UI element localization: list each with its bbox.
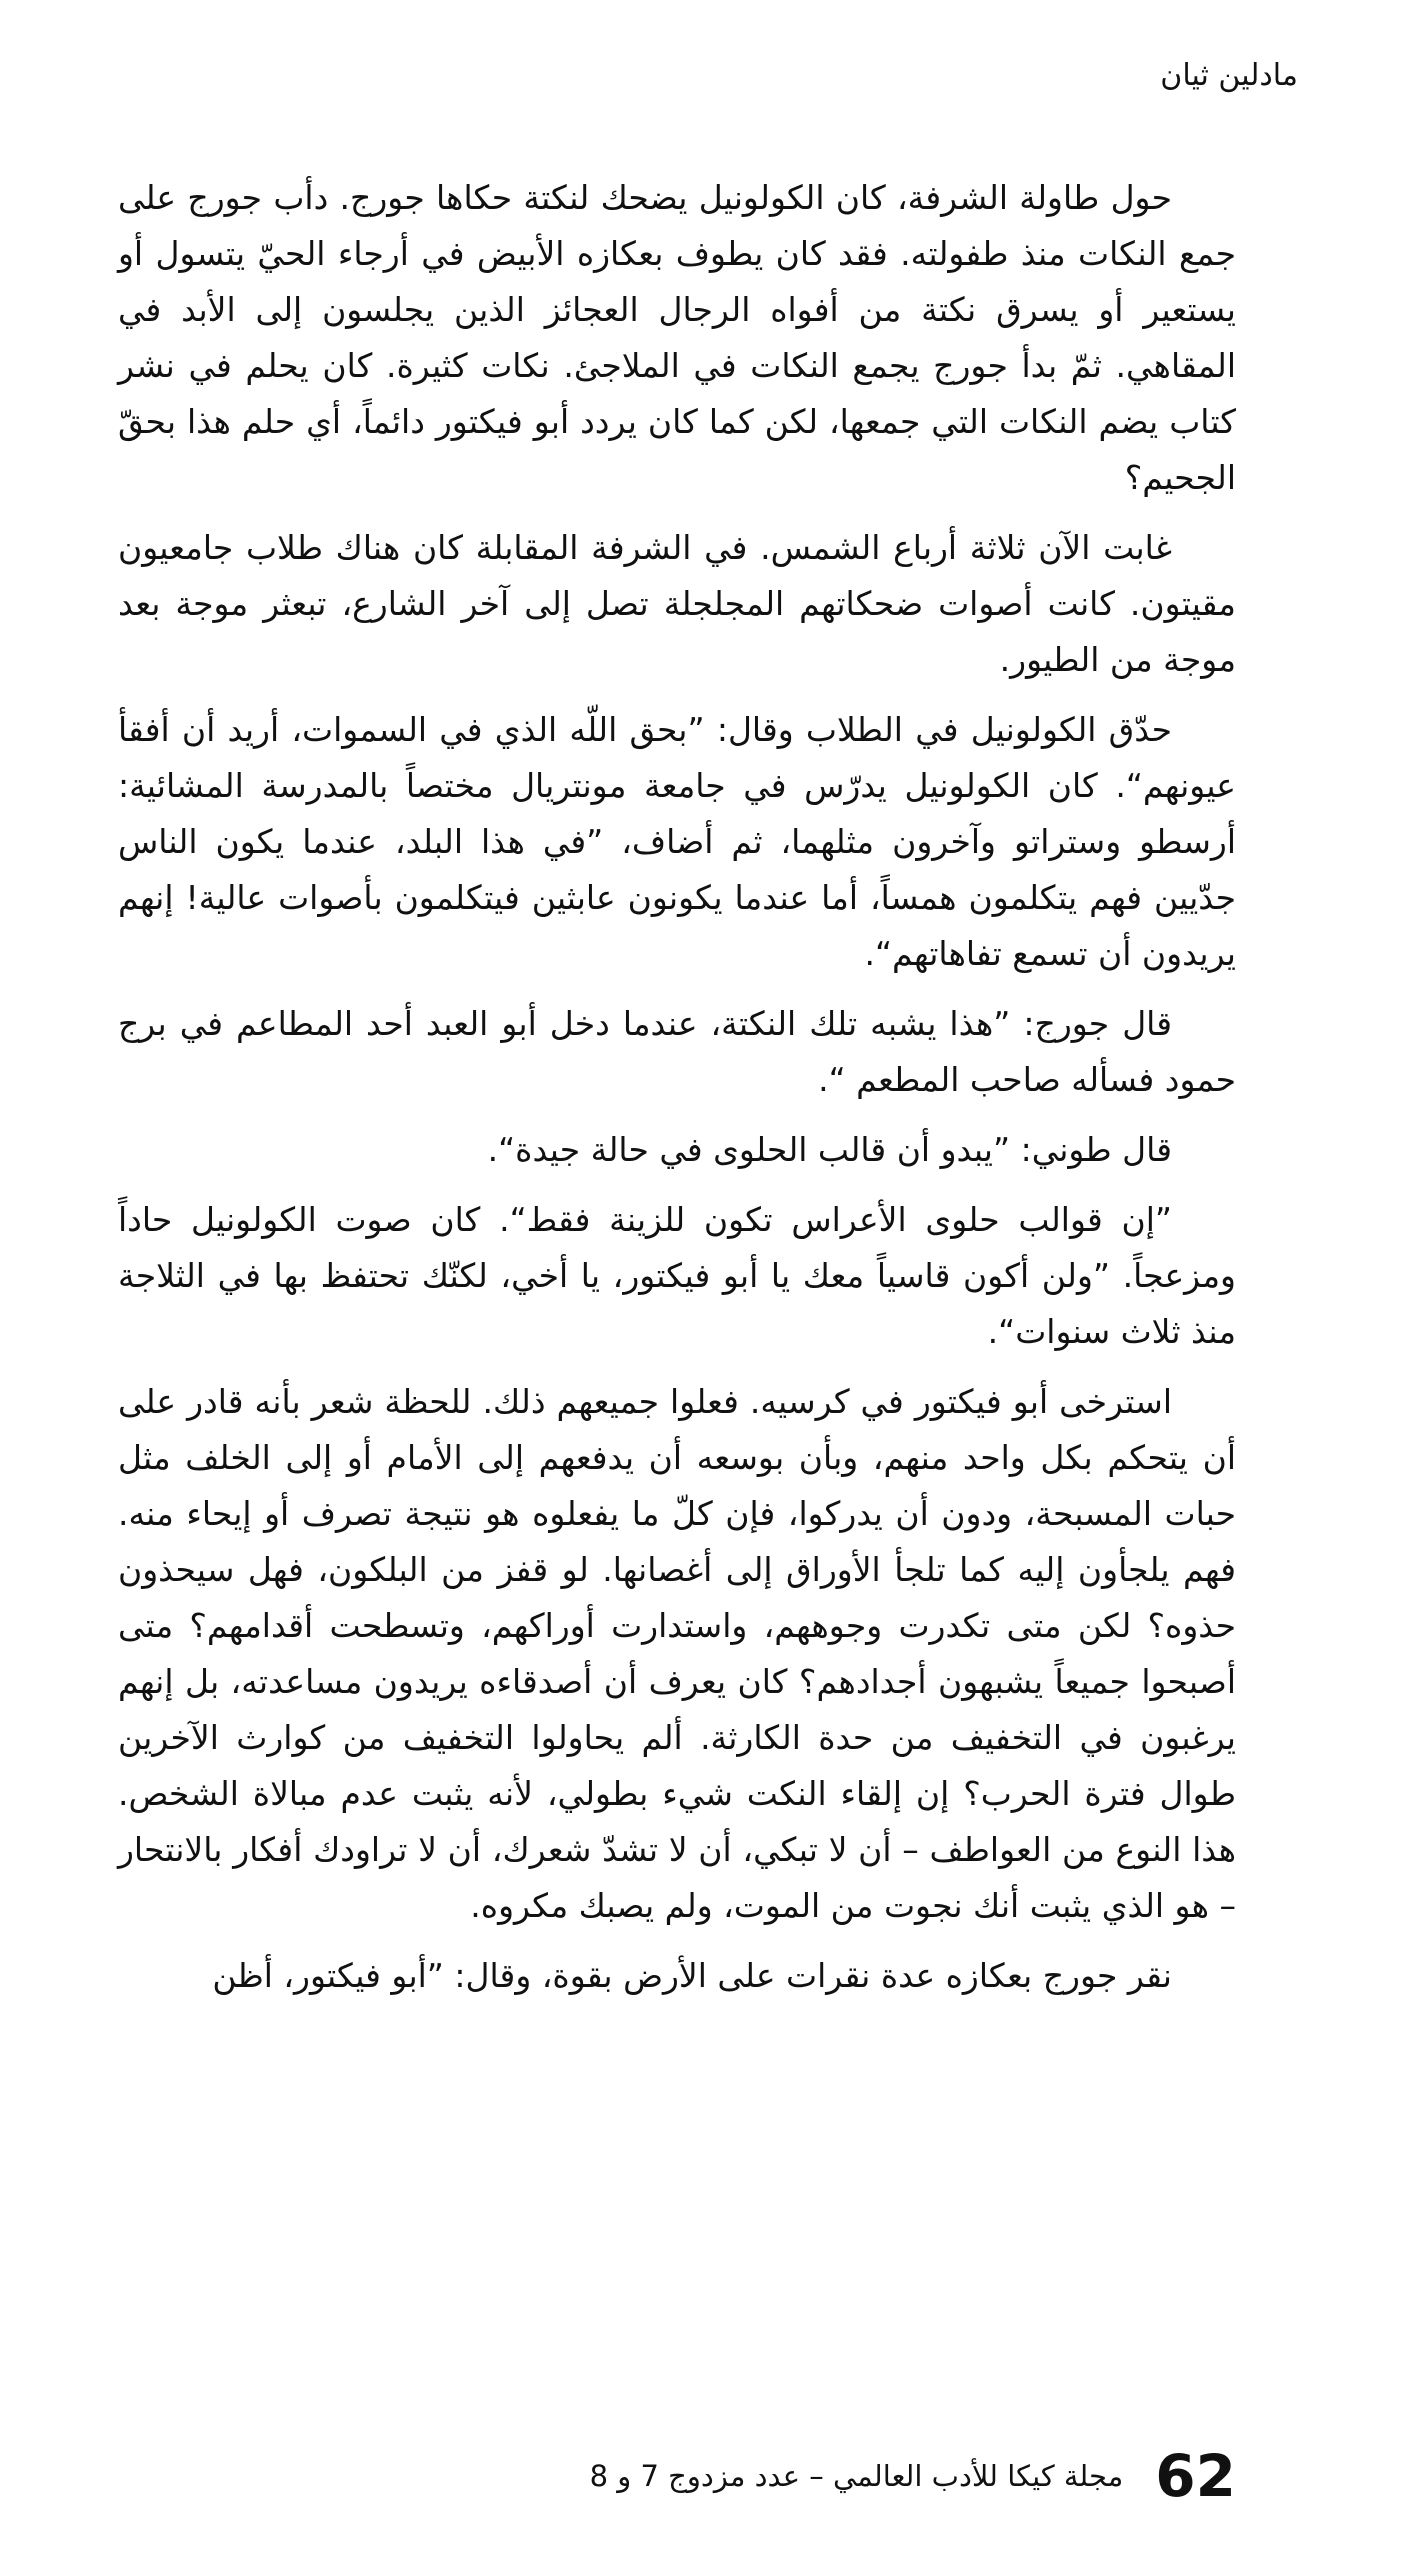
journal-credit: مجلة كيكا للأدب العالمي – عدد مزدوج 7 و 8 bbox=[589, 2459, 1124, 2493]
paragraph: ”إن قوالب حلوى الأعراس تكون للزينة فقط“. كان صوت الكولونيل حاداً ومزعجاً. ”ولن أكون قاسياً معك يا أبو فيكتور، يا أخي، لكنّك تحتفظ بها في الثلاجة منذ ثلاث سنوات“. bbox=[118, 1200, 1236, 1351]
paragraph: حول طاولة الشرفة، كان الكولونيل يضحك لنكتة حكاها جورج. دأب جورج على جمع النكات منذ طفولته. فقد كان يطوف بعكازه الأبيض في أرجاء الحيّ يتسول أو يستعير أو يسرق نكتة من أفواه الرجال العجائز الذين يجلسون إلى الأبد في المقاهي. ثمّ بدأ جورج يجمع النكات في الملاجئ. نكات كثيرة. كان يحلم في نشر كتاب يضم النكات التي جمعها، لكن كما كان يردد أبو فيكتور دائماً، أي حلم هذا بحقّ الجحيم؟ bbox=[118, 178, 1236, 497]
running-head-author: مادلين ثيان bbox=[1160, 58, 1298, 93]
paragraph: قال جورج: ”هذا يشبه تلك النكتة، عندما دخل أبو العبد أحد المطاعم في برج حمود فسأله صاحب المطعم “. bbox=[118, 1004, 1236, 1099]
page-number: 62 bbox=[1155, 2442, 1236, 2510]
paragraph: استرخى أبو فيكتور في كرسيه. فعلوا جميعهم ذلك. للحظة شعر بأنه قادر على أن يتحكم بكل واحد منهم، وبأن بوسعه أن يدفعهم إلى الأمام أو إلى الخلف مثل حبات المسبحة، ودون أن يدركوا، فإن كلّ ما يفعلوه هو نتيجة تصرف أو إيحاء منه. فهم يلجأون إليه كما تلجأ الأوراق إلى أغصانها. لو قفز من البلكون، فهل سيحذون حذوه؟ لكن متى تكدرت وجوههم، واستدارت أوراكهم، وتسطحت أقدامهم؟ متى أصبحوا جميعاً يشبهون أجدادهم؟ كان يعرف أن أصدقاءه يريدون مساعدته، بل إنهم يرغبون في التخفيف من حدة الكارثة. ألم يحاولوا التخفيف من كوارث الآخرين طوال فترة الحرب؟ إن إلقاء النكت شيء بطولي، لأنه يثبت عدم مبالاة الشخص. هذا النوع من العواطف – أن لا تبكي، أن لا تشدّ شعرك، أن لا تراودك أفكار بالانتحار – هو الذي يثبت أنك نجوت من الموت، ولم يصبك مكروه. bbox=[118, 1382, 1236, 1925]
paragraph: غابت الآن ثلاثة أرباع الشمس. في الشرفة المقابلة كان هناك طلاب جامعيون مقيتون. كانت أصوات ضحكاتهم المجلجلة تصل إلى آخر الشارع، تبعثر موجة بعد موجة من الطيور. bbox=[118, 528, 1236, 679]
article-body bbox=[118, 170, 1236, 2018]
paragraph: نقر جورج بعكازه عدة نقرات على الأرض بقوة، وقال: ”أبو فيكتور، أظن bbox=[212, 1956, 1172, 1995]
paragraph: حدّق الكولونيل في الطلاب وقال: ”بحق اللّه الذي في السموات، أريد أن أفقأ عيونهم“. كان الكولونيل يدرّس في جامعة مونتريال مختصاً بالمدرسة المشائية: أرسطو وستراتو وآخرون مثلهما، ثم أضاف، ”في هذا البلد، عندما يكون الناس جدّيين فهم يتكلمون همساً، أما عندما يكونون عابثين فيتكلمون بأصوات عالية! إنهم يريدون أن تسمع تفاهاتهم“. bbox=[118, 710, 1236, 973]
page-footer bbox=[118, 2436, 1236, 2516]
paragraph: قال طوني: ”يبدو أن قالب الحلوى في حالة جيدة“. bbox=[487, 1130, 1172, 1169]
